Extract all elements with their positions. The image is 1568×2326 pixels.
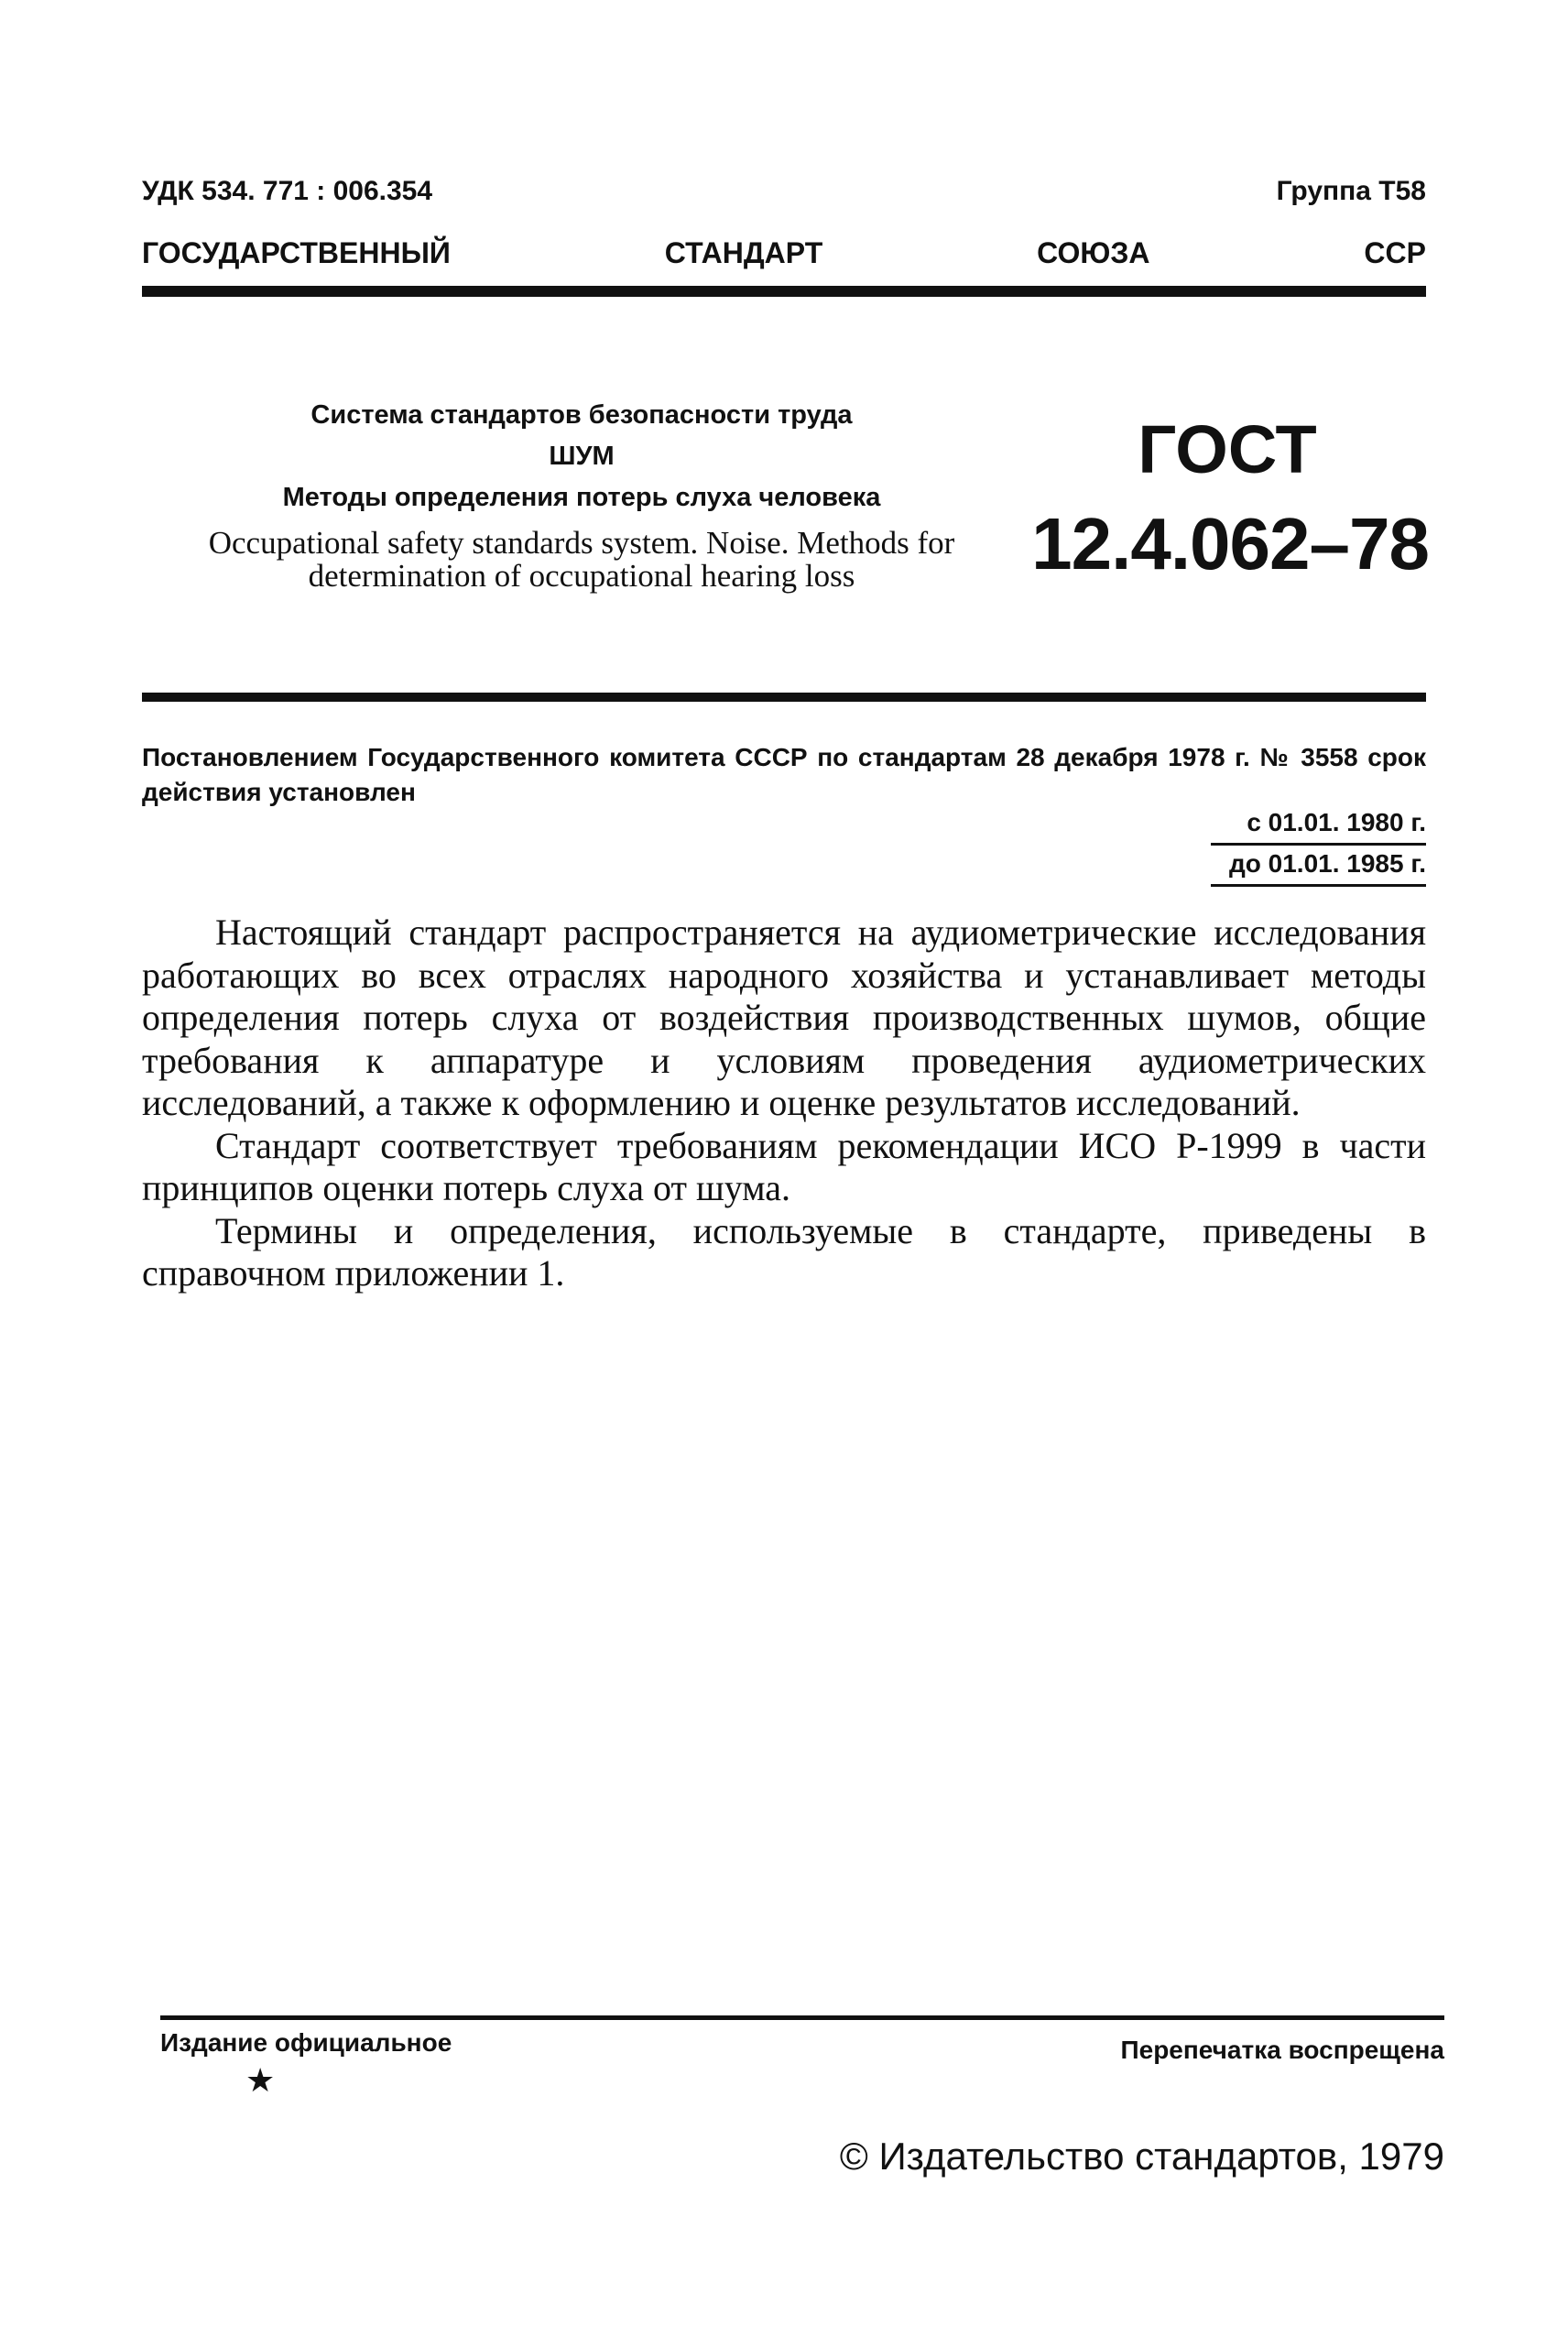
paragraph: Термины и определения, используемые в стандарте, приведены в справочном приложении 1. [142, 1209, 1426, 1294]
subject-title: ШУМ [549, 442, 615, 471]
heading-word: ГОСУДАРСТВЕННЫЙ [142, 236, 451, 269]
standard-name: Методы определения потерь слуха человека [282, 483, 881, 512]
system-title: Система стандартов безопасности труда [310, 400, 853, 430]
decree-text: Постановлением Государственного комитета СССР по стандартам 28 декабря 1978 г. № 3558 срок действия установлен [142, 743, 1426, 806]
state-standard-heading [142, 236, 1426, 270]
reprint-prohibited: Перепечатка воспрещена [1120, 2036, 1444, 2064]
udk-code: УДК 534. 771 : 006.354 [142, 176, 433, 206]
footer-rule [160, 2015, 1444, 2020]
official-edition: Издание официальное [160, 2028, 452, 2057]
paragraph: Стандарт соответствует требованиям рекомендации ИСО Р-1999 в части принципов оценки потерь слуха от шума. [142, 1124, 1426, 1208]
star-icon: ★ [245, 2061, 276, 2099]
header-rule [142, 286, 1426, 297]
group-code: Группа Т58 [1276, 176, 1426, 206]
heading-word: СТАНДАРТ [664, 236, 823, 269]
body-text [142, 912, 1426, 1295]
title-block [142, 399, 1021, 593]
gost-number: 12.4.062–78 [1031, 503, 1429, 584]
copyright: © Издательство стандартов, 1979 [839, 2135, 1444, 2178]
valid-to: до 01.01. 1985 г. [1211, 846, 1426, 887]
title-rule [142, 693, 1426, 702]
validity-dates [1211, 804, 1426, 887]
heading-word: СОЮЗА [1037, 236, 1150, 269]
english-title: Occupational safety standards system. Noise. Methods for determination of occupational hearing loss [208, 525, 955, 594]
gost-label: ГОСТ [1138, 411, 1317, 487]
paragraph: Настоящий стандарт распространяется на аудиометрические исследования работающих во всех отраслях народного хозяйства и устанавливает методы определения потерь слуха от воздействия производственных шумов, общие требования к аппаратуре и условиям проведения аудиометрических исследований, а также к оформлению и оценке результатов исследований. [142, 912, 1426, 1123]
valid-from: с 01.01. 1980 г. [1211, 804, 1426, 846]
heading-word: ССР [1364, 236, 1426, 269]
